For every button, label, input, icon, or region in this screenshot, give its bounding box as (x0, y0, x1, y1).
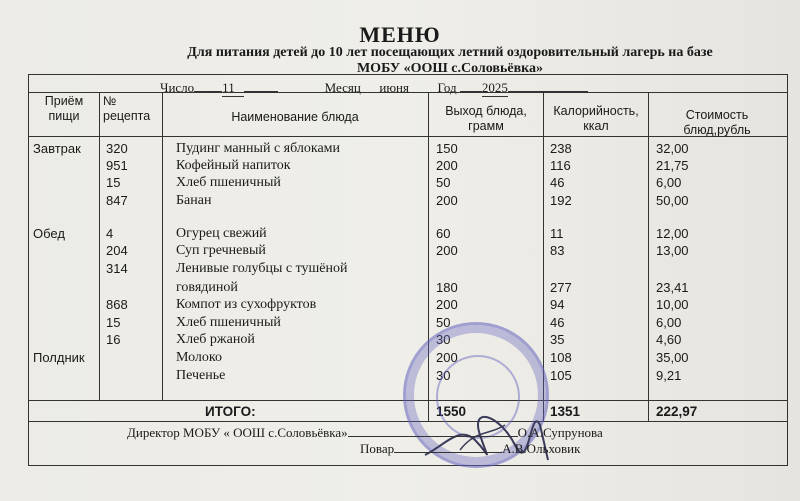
year-label: Год (437, 80, 457, 95)
col-divider-2 (162, 92, 163, 400)
row-1-kcal: 116 (550, 158, 571, 173)
year-value: 2025 (481, 80, 508, 95)
col-header-dish: Наименование блюда (231, 110, 359, 124)
row-7-kcal: 277 (550, 280, 572, 295)
row-3-output: 200 (436, 193, 458, 208)
row-1-output: 200 (436, 158, 458, 173)
row-4-cost: 12,00 (656, 226, 689, 241)
row-3-kcal: 192 (550, 193, 572, 208)
row-10-cost: 4,60 (656, 332, 682, 347)
row-0-dish: Пудинг манный с яблоками (176, 141, 341, 156)
director-label: Директор МОБУ « ООШ с.Соловьёвка» (127, 425, 348, 440)
day-label: Число (160, 80, 195, 95)
row-0-kcal: 238 (550, 141, 572, 156)
row-2-kcal: 46 (550, 175, 565, 190)
cook-label: Повар (360, 441, 395, 456)
row-2-dish: Хлеб пшеничный (176, 175, 281, 190)
col-divider-5 (648, 92, 649, 421)
row-5-cost: 13,00 (656, 243, 689, 258)
row-1-recipe: 951 (106, 158, 128, 173)
row-8-cost: 10,00 (656, 297, 689, 312)
col-header-meal: Приём пищи (44, 94, 84, 123)
month-label: Месяц (324, 80, 361, 95)
row-7-cost: 23,41 (656, 280, 689, 295)
row-5-recipe: 204 (106, 243, 128, 258)
row-8-kcal: 94 (550, 297, 565, 312)
row-12-dish: Печенье (176, 368, 226, 383)
row-1-cost: 21,75 (656, 158, 689, 173)
row-6-recipe: 314 (106, 261, 128, 276)
cook-line (360, 441, 580, 457)
row-2-cost: 6,00 (656, 175, 682, 190)
row-5-kcal: 83 (550, 243, 565, 258)
subtitle-line-2: МОБУ «ООШ с.Соловьёвка» (356, 61, 544, 76)
row-11-kcal: 108 (550, 350, 572, 365)
row-7-dish: говядиной (176, 280, 238, 295)
row-3-cost: 50,00 (656, 193, 689, 208)
total-cost: 222,97 (656, 404, 698, 419)
row-11-meal: Полдник (33, 350, 85, 365)
col-divider-1 (99, 92, 100, 400)
row-0-output: 150 (436, 141, 458, 156)
row-5-output: 200 (436, 243, 458, 258)
row-9-kcal: 46 (550, 315, 565, 330)
row-4-output: 60 (436, 226, 451, 241)
row-9-cost: 6,00 (656, 315, 682, 330)
row-12-output: 30 (436, 368, 451, 383)
row-4-dish: Огурец свежий (176, 226, 267, 241)
row-6-dish: Ленивые голубцы с тушёной (176, 261, 348, 276)
subtitle-line-1: Для питания детей до 10 лет посещающих летний оздоровительный лагерь на базе (187, 45, 713, 60)
row-12-kcal: 105 (550, 368, 572, 383)
row-7-output: 180 (436, 280, 458, 295)
col-header-cost: Стоимость блюд,рубль (683, 108, 751, 137)
row-10-output: 30 (436, 332, 451, 347)
row-10-recipe: 16 (106, 332, 121, 347)
row-10-dish: Хлеб ржаной (176, 332, 255, 347)
day-value: 11 (222, 80, 244, 97)
row-2-output: 50 (436, 175, 451, 190)
row-4-kcal: 11 (550, 226, 564, 241)
col-header-calories: Калорийность, ккал (553, 104, 639, 133)
total-calories: 1351 (550, 404, 581, 419)
header-top-rule (28, 92, 788, 93)
row-11-dish: Молоко (176, 350, 222, 365)
date-line (160, 80, 588, 97)
row-5-dish: Суп гречневый (176, 243, 266, 258)
director-line (127, 425, 603, 441)
row-9-dish: Хлеб пшеничный (176, 315, 281, 330)
col-header-recipe: № рецепта (103, 94, 151, 123)
director-name: О.А.Супрунова (517, 425, 603, 440)
row-10-kcal: 35 (550, 332, 565, 347)
row-12-cost: 9,21 (656, 368, 682, 383)
row-4-recipe: 4 (106, 226, 114, 241)
total-output: 1550 (436, 404, 467, 419)
row-3-dish: Банан (176, 193, 212, 208)
menu-title: МЕНЮ (359, 22, 441, 47)
row-4-meal: Обед (33, 226, 65, 241)
row-9-output: 50 (436, 315, 451, 330)
row-11-cost: 35,00 (656, 350, 689, 365)
row-8-recipe: 868 (106, 297, 128, 312)
row-0-meal: Завтрак (33, 141, 81, 156)
row-2-recipe: 15 (106, 175, 121, 190)
row-8-output: 200 (436, 297, 458, 312)
row-9-recipe: 15 (106, 315, 121, 330)
cook-name: А.В.Ольховик (502, 441, 581, 456)
month-value: июня (379, 80, 409, 95)
row-3-recipe: 847 (106, 193, 128, 208)
col-header-output: Выход блюда, грамм (445, 104, 527, 133)
row-0-recipe: 320 (106, 141, 128, 156)
row-8-dish: Компот из сухофруктов (176, 297, 317, 312)
row-11-output: 200 (436, 350, 458, 365)
row-1-dish: Кофейный напиток (176, 158, 291, 173)
menu-subtitle (130, 45, 770, 77)
row-0-cost: 32,00 (656, 141, 689, 156)
total-label: ИТОГО: (205, 404, 256, 419)
